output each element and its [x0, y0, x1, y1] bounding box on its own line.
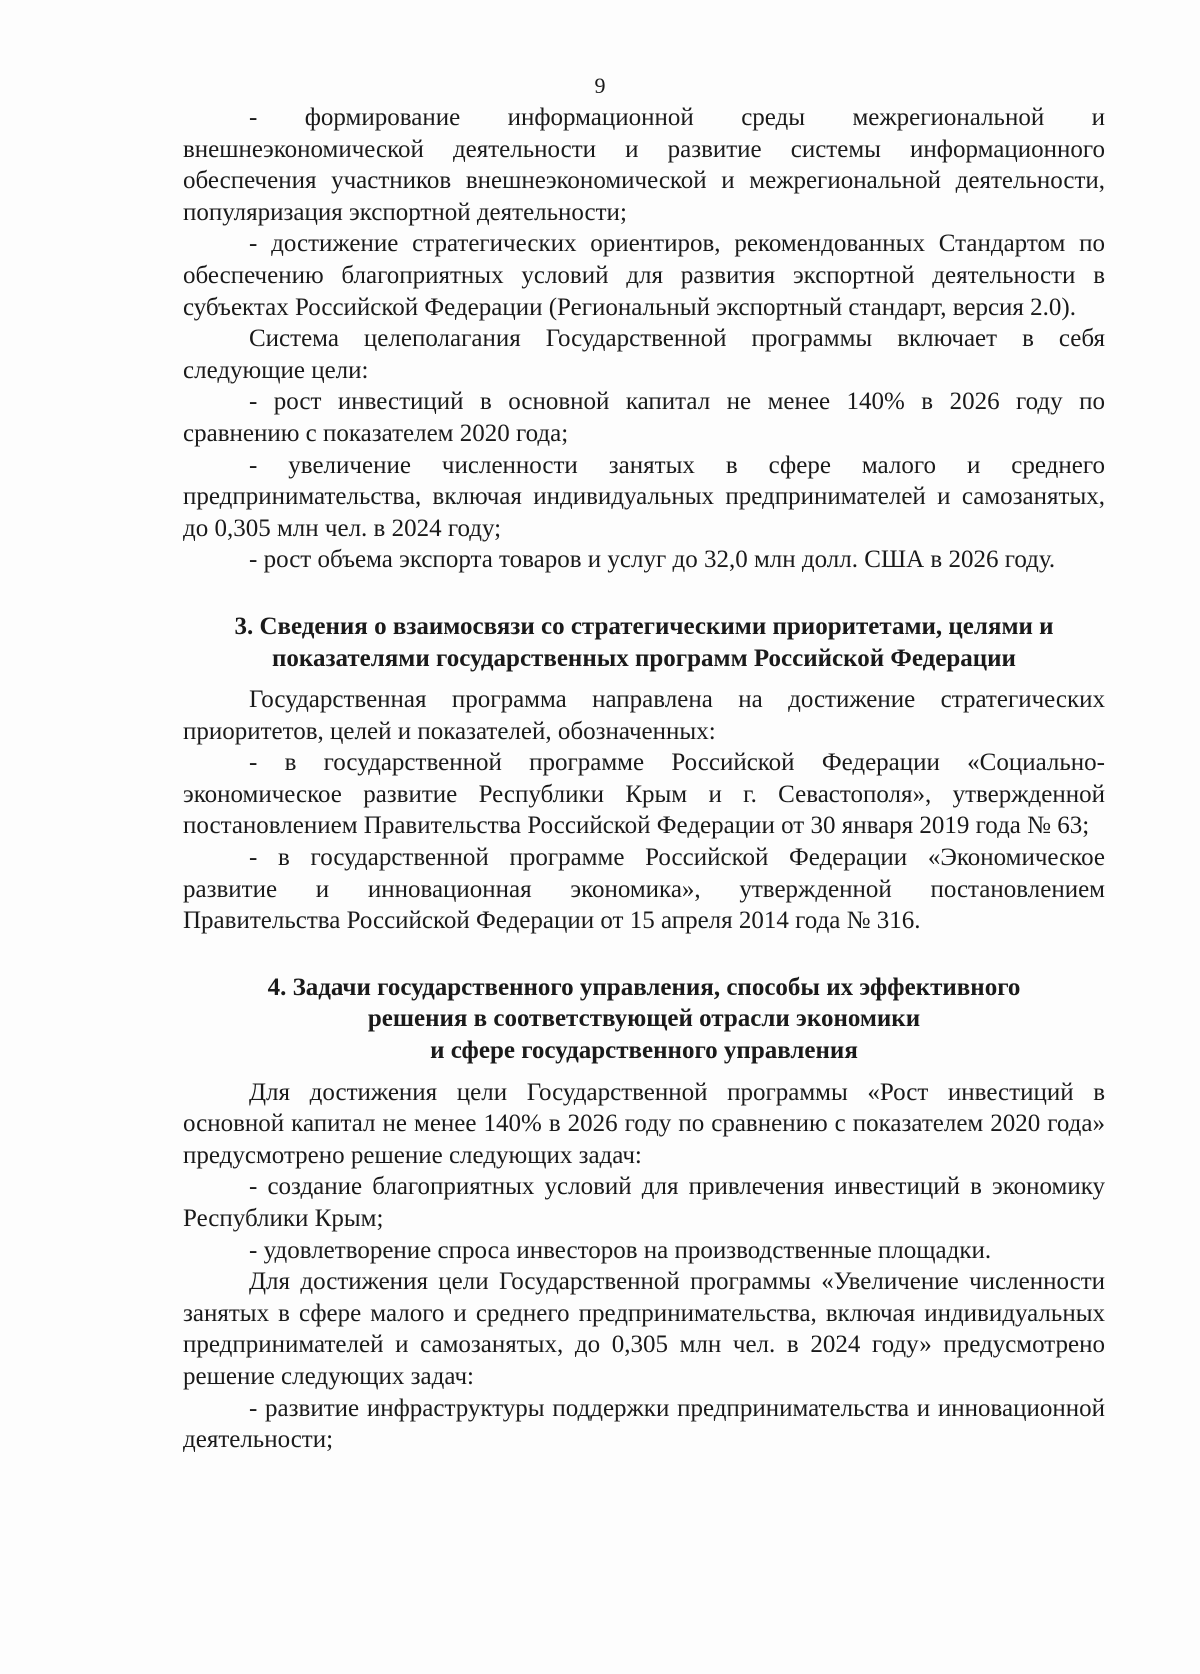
- paragraph: Для достижения цели Государственной программы «Увеличение численности занятых в сфере малого и среднего предпринимательства, включая индивидуальных предпринимателей и самозанятых, до 0,305 млн чел. в 2024 году» предусмотрено решение следующих задач:: [183, 1268, 1105, 1390]
- page-number: 9: [594, 73, 606, 98]
- section-4-heading-line: 4. Задачи государственного управления, способы их эффективного: [267, 973, 1021, 1001]
- paragraph: Система целеполагания Государственной программы включает в себя следующие цели:: [183, 325, 1105, 384]
- section-4-heading: [183, 972, 1105, 1067]
- page-content: [183, 102, 1105, 1456]
- section-4-heading-line: решения в соответствующей отрасли экономики: [367, 1005, 921, 1033]
- paragraph: Государственная программа направлена на достижение стратегических приоритетов, целей и показателей, обозначенных:: [183, 686, 1105, 745]
- paragraph: Для достижения цели Государственной программы «Рост инвестиций в основной капитал не менее 140% в 2026 году по сравнению с показателем 2020 года» предусмотрено решение следующих задач:: [183, 1078, 1105, 1169]
- section-3-heading: 3. Сведения о взаимосвязи со стратегическими приоритетами, целями и показателями государственных программ Российской Федерации: [234, 612, 1054, 672]
- paragraph: - рост инвестиций в основной капитал не менее 140% в 2026 году по сравнению с показателем 2020 года;: [183, 388, 1105, 447]
- paragraph: - достижение стратегических ориентиров, рекомендованных Стандартом по обеспечению благоприятных условий для развития экспортной деятельности в субъектах Российской Федерации (Региональный экспортный стандарт, версия 2.0).: [183, 230, 1105, 321]
- paragraph: - развитие инфраструктуры поддержки предпринимательства и инновационной деятельности;: [183, 1394, 1105, 1454]
- paragraph: - увеличение численности занятых в сфере малого и среднего предпринимательства, включая индивидуальных предпринимателей и самозанятых, до 0,305 млн чел. в 2024 году;: [183, 451, 1105, 542]
- paragraph: - создание благоприятных условий для привлечения инвестиций в экономику Республики Крым;: [183, 1173, 1105, 1232]
- paragraph: - рост объема экспорта товаров и услуг до 32,0 млн долл. США в 2026 году.: [249, 546, 1056, 574]
- section-4-heading-line: и сфере государственного управления: [430, 1037, 858, 1065]
- paragraph: - формирование информационной среды межрегиональной и внешнеэкономической деятельности и развитие системы информационного обеспечения участников внешнеэкономической и межрегиональной деятельности, популяризация экспортной деятельности;: [183, 104, 1105, 226]
- paragraph: - в государственной программе Российской Федерации «Социально-экономическое развитие Республики Крым и г. Севастополя», утвержденной постановлением Правительства Российской Федерации от 30 января 2019 года № 63;: [183, 749, 1105, 840]
- paragraph: - в государственной программе Российской Федерации «Экономическое развитие и инновационная экономика», утвержденной постановлением Правительства Российской Федерации от 15 апреля 2014 года № 316.: [183, 844, 1105, 935]
- paragraph: - удовлетворение спроса инвесторов на производственные площадки.: [249, 1236, 992, 1264]
